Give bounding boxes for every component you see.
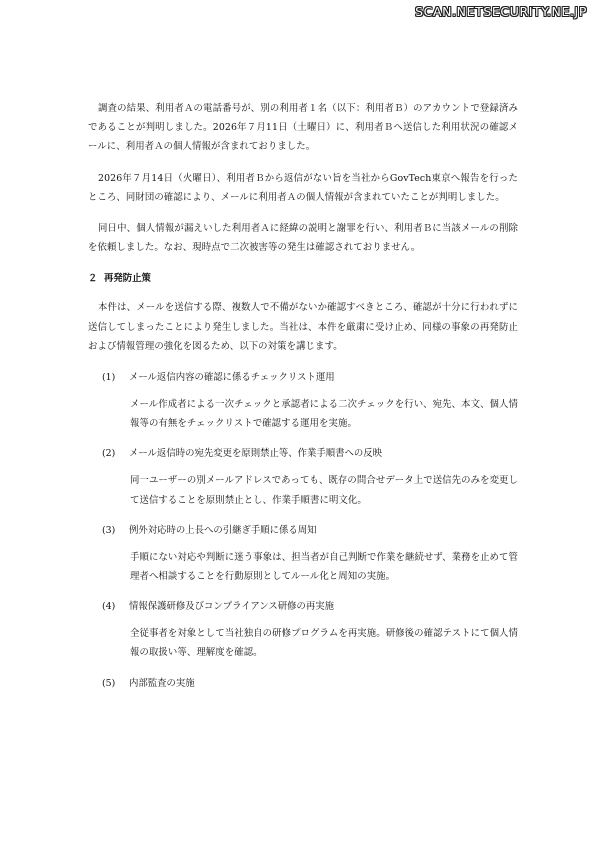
measure-item-2	[88, 444, 518, 509]
measure-title	[88, 597, 518, 616]
measure-body: 手順にない対応や判断に迷う事象は、担当者が自己判断で作業を継続せず、業務を止めて管理者へ相談することを行動原則としてルール化と周知の実施。	[130, 551, 518, 583]
measure-title-text: 情報保護研修及びコンプライアンス研修の再実施	[129, 601, 335, 613]
measure-number: (1)	[102, 372, 116, 384]
measure-title-text: メール返信内容の確認に係るチェックリスト運用	[129, 372, 335, 384]
measure-number: (3)	[102, 524, 116, 536]
paragraph-investigation: 調査の結果、利用者Ａの電話番号が、別の利用者１名（以下：利用者Ｂ）のアカウントで登録済みであることが判明しました。2026年７月11日（土曜日）に、利用者Ｂへ送信した利用状況の確認メールに、利用者Ａの個人情報が含まれておりました。	[88, 103, 518, 153]
section-number: ２	[88, 273, 98, 285]
measure-title	[88, 674, 518, 693]
measure-item-5	[88, 674, 518, 693]
measure-body: メール作成者による一次チェックと承認者による二次チェックを行い、宛先、本文、個人情報等の有無をチェックリストで確認する運用を実施。	[130, 399, 518, 430]
measure-number: (4)	[102, 601, 116, 613]
measure-title	[88, 368, 518, 387]
measure-body: 全従事者を対象として当社独自の研修プログラムを再実施。研修後の確認テストにて個人情報の取扱い等、理解度を確認。	[130, 628, 519, 659]
measure-number: (5)	[102, 677, 116, 689]
measure-title	[88, 521, 518, 540]
section-intro: 本件は、メールを送信する際、複数人で不備がないか確認すべきところ、確認が十分に行われずに送信してしまったことにより発生しました。当社は、本件を厳粛に受け止め、同様の事象の再発防止および情報管理の強化を図るため、以下の対策を講じます。	[88, 302, 518, 352]
measure-title-text: 内部監査の実施	[129, 677, 195, 689]
paragraph-report: 2026年７月14日（火曜日）、利用者Ｂから返信がない旨を当社からGovTech東京へ報告を行ったところ、同財団の確認により、メールに利用者Ａの個人情報が含まれていたことが判明しました。	[88, 172, 518, 203]
watermark-text: SCAN.NETSECURITY.NE.JP	[415, 4, 587, 19]
measure-title-text: メール返信時の宛先変更を原則禁止等、作業手順書への反映	[129, 448, 382, 460]
measure-title	[88, 444, 518, 463]
measure-number: (2)	[102, 448, 116, 460]
paragraph-response: 同日中、個人情報が漏えいした利用者Ａに経緯の説明と謝罪を行い、利用者Ｂに当該メールの削除を依頼しました。なお、現時点で二次被害等の発生は確認されておりません。	[88, 223, 518, 254]
section-title: 再発防止策	[104, 273, 151, 285]
measure-title-text: 例外対応時の上長への引継ぎ手順に係る周知	[129, 524, 317, 536]
measure-body: 同一ユーザーの別メールアドレスであっても、既存の問合せデータ上で送信先のみを変更して送信することを原則禁止とし、作業手順書に明文化。	[130, 475, 518, 506]
document-page	[88, 99, 518, 704]
measure-item-1	[88, 368, 518, 433]
measure-item-3	[88, 521, 518, 586]
measure-item-4	[88, 597, 518, 662]
section-heading	[88, 269, 518, 288]
